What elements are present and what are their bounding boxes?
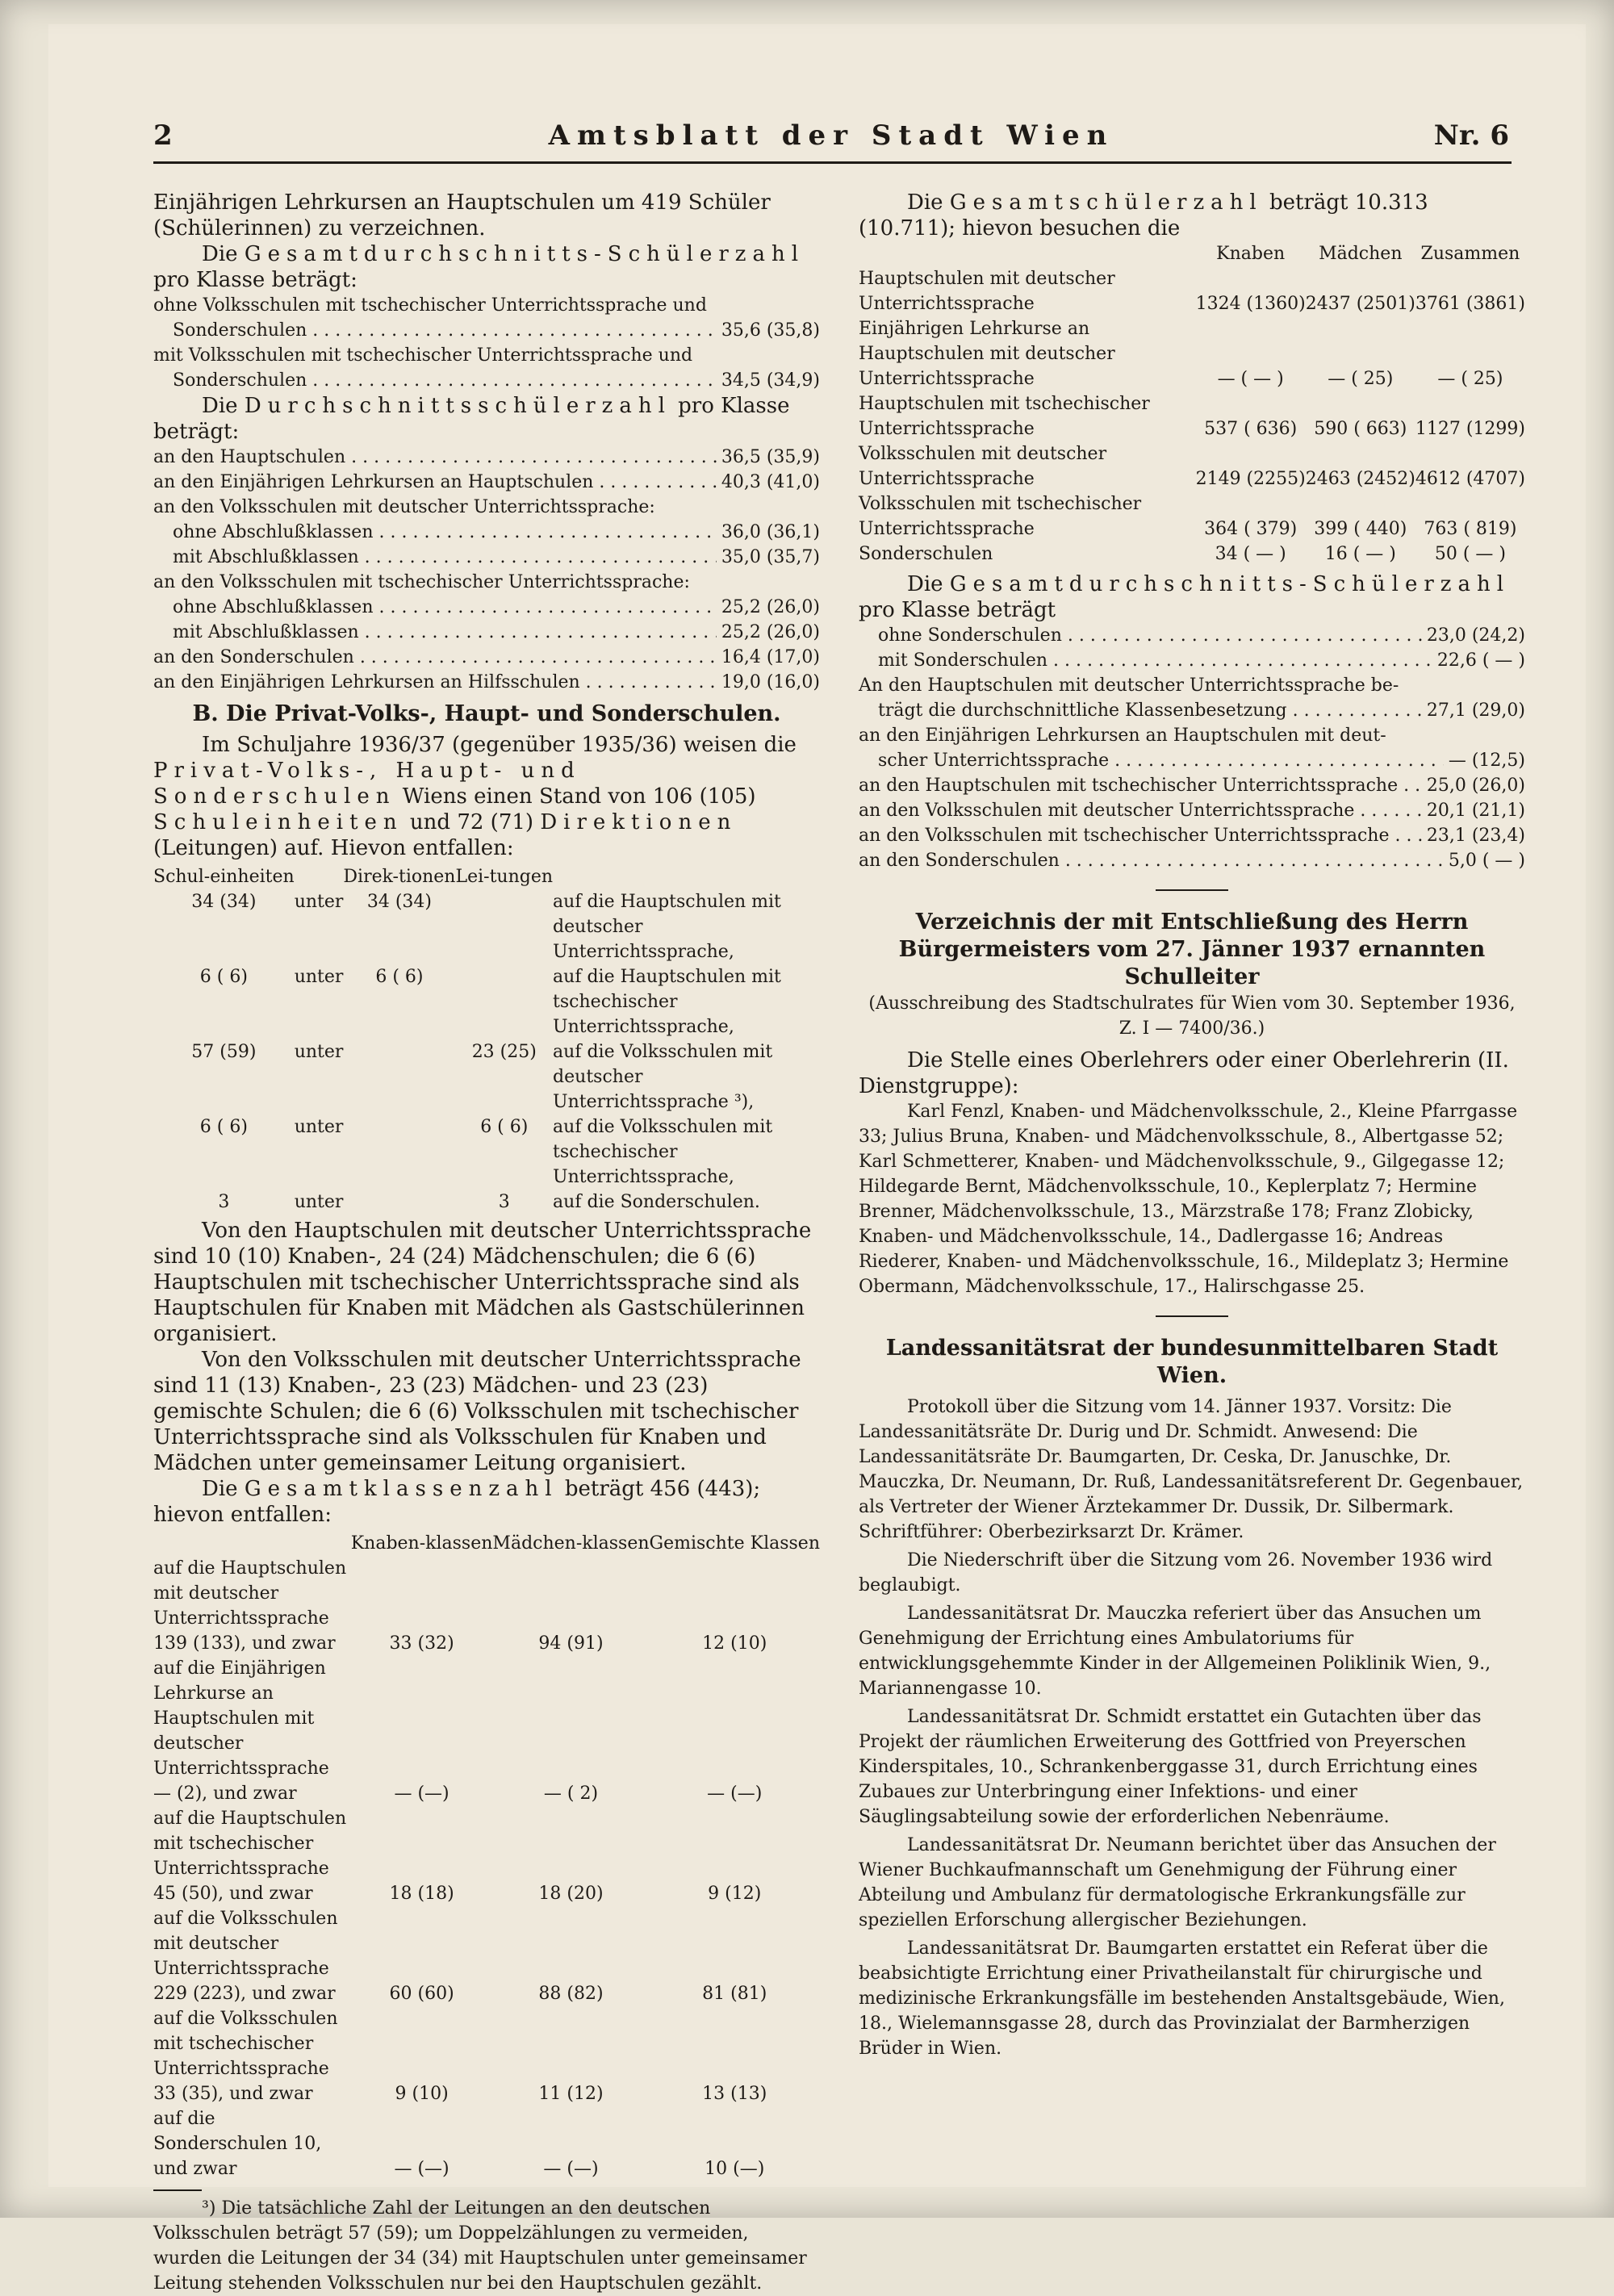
gsz-spaced: Gesamtschülerzahl <box>949 190 1263 215</box>
cls-value: 18 (20) <box>538 1884 604 1904</box>
gdz-spaced: Gesamtdurchschnitts-Schülerzahl <box>949 572 1511 596</box>
gdz-row <box>859 723 1525 748</box>
dz-row <box>153 495 820 520</box>
dir-header-spacer <box>295 864 344 889</box>
dz-heading-post: pro Klasse beträgt: <box>153 394 790 444</box>
b-paragraph-2: Von den Hauptschulen mit deutscher Unterrichtssprache sind 10 (10) Knaben-, 24 (24) Mädchenschulen; die 6 (6) Hauptschulen mit tschechischer Unterrichtssprache sind als Hauptschulen für Knaben mit Mädchen als Gastschülerinnen organisiert. <box>153 1219 812 1346</box>
avg-row-label: Sonderschulen . . . <box>153 318 717 343</box>
dz-row-value: 19,0 (16,0) <box>721 672 820 692</box>
b-intro-spaced-1: Privat-Volks-, Haupt- und Sonderschulen <box>153 759 581 809</box>
sch-header-girls: Mädchen <box>1319 244 1403 264</box>
sch-value: 364 ( 379) <box>1204 519 1298 539</box>
avg-row-value: 34,5 (34,9) <box>721 370 820 391</box>
dir-unter: unter <box>294 892 344 912</box>
dz-row-label: mit Abschlußklassen . . . <box>153 620 717 645</box>
cls-label: auf die Einjährigen Lehrkurse an Hauptschulen mit deutscher Unterrichtssprache — (2), und zwar <box>153 1658 329 1804</box>
avg-row-label: Sonderschulen . . . <box>153 368 717 393</box>
avg-row-value: 35,6 (35,8) <box>721 320 820 341</box>
sch-value: 590 ( 663) <box>1314 419 1407 439</box>
avg-row-label: mit Volksschulen mit tschechischer Unterrichtssprache und <box>153 345 693 366</box>
b-p4-spaced: Gesamtklassenzahl <box>244 1477 558 1501</box>
gdz-row-label: an den Volksschulen mit deutscher Unterrichtssprache . . . <box>859 798 1422 823</box>
gsz-post: beträgt 10.313 (10.711); hievon besuchen die <box>859 190 1428 240</box>
cls-value: — (—) <box>543 2159 599 2179</box>
sch-value: 1324 (1360) <box>1195 294 1306 314</box>
gdz-row-value: — (12,5) <box>1448 751 1525 771</box>
sch-header-label <box>859 241 1196 266</box>
sch-label: Volksschulen mit deutscher Unterrichtssprache <box>859 444 1107 489</box>
dir-leadership: 3 <box>498 1192 510 1212</box>
students-row <box>859 316 1525 391</box>
sch-value: 34 ( — ) <box>1215 544 1286 564</box>
classes-row <box>153 1806 820 1906</box>
gdz-row <box>859 648 1525 673</box>
dir-directions <box>343 1190 455 1215</box>
cls-label: auf die Hauptschulen mit tschechischer Unterrichtssprache 45 (50), und zwar <box>153 1809 347 1904</box>
sch-header-total: Zusammen <box>1420 244 1520 264</box>
page-number: 2 <box>153 119 173 152</box>
right-column <box>859 190 1525 2061</box>
sch-value: — ( — ) <box>1217 369 1284 389</box>
lsr-paragraph-4: Landessanitätsrat Dr. Schmidt erstattet ein Gutachten über das Projekt der räumlichen Erweiterung des Gottfried von Preyerschen Kinderspitales, 10., Schrankenberggasse 31, durch Errichtung eines Zubaues zur Unterbringung einer Infektions- und einer Säuglingsabteilung sowie der erforderlichen Nebenräume. <box>859 1707 1482 1827</box>
dz-row-value: 25,2 (26,0) <box>721 622 820 642</box>
avg-row <box>153 318 820 343</box>
verzeichnis-list: Karl Fenzl, Knaben- und Mädchenvolksschule, 2., Kleine Pfarrgasse 33; Julius Bruna, Knaben- und Mädchenvolksschule, 8., Albertgasse 52; Karl Schmetterer, Knaben- und Mädchenvolksschule, 9., Gilgegasse 12; Hildegarde Bernt, Mädchenvolksschule, 10., Keplerplatz 7; Hermine Brenner, Mädchenvolksschule, 13., Märzstraße 178; Franz Zlobicky, Knaben- und Mädchenvolksschule, 14., Dadlergasse 16; Andreas Riederer, Knaben- und Mädchenvolksschule, 16., Mildeplatz 3; Hermine Obermann, Mädchenvolksschule, 17., Halirschgasse 25. <box>859 1102 1518 1297</box>
dir-leadership: 6 ( 6) <box>480 1117 529 1137</box>
sch-value: 16 ( — ) <box>1324 544 1396 564</box>
dz-row <box>153 445 820 470</box>
dir-units: 57 (59) <box>191 1042 257 1062</box>
b-intro-c: und 72 (71) <box>409 810 534 834</box>
dz-row <box>153 595 820 620</box>
cls-header-girls: Mädchen-klassen <box>492 1533 650 1554</box>
cls-value: 81 (81) <box>702 1984 767 2004</box>
b-intro-spaced-3: Direktionen <box>540 810 738 834</box>
gdz-row-label: an den Hauptschulen mit tschechischer Unterrichtssprache . . . <box>859 773 1422 798</box>
sch-value: 1127 (1299) <box>1415 419 1525 439</box>
dz-row-value: 40,3 (41,0) <box>721 472 820 492</box>
dz-heading-spaced: Durchschnittsschülerzahl <box>244 394 671 418</box>
cls-label: auf die Sonderschulen 10, und zwar <box>153 2109 322 2179</box>
gdz-row <box>859 848 1525 873</box>
directions-header-row <box>153 864 820 889</box>
avg-row-label: ohne Volksschulen mit tschechischer Unterrichtssprache und <box>153 295 707 316</box>
gdz-row <box>859 823 1525 848</box>
gsz-heading <box>859 190 1525 241</box>
gdz-row-value: 22,6 ( — ) <box>1436 650 1525 671</box>
students-row <box>859 542 1525 567</box>
avg-row <box>153 368 820 393</box>
lsr-paragraph-6: Landessanitätsrat Dr. Baumgarten erstattet ein Referat über die beabsichtigte Errichtung einer Privatheilanstalt für chirurgische und medizinische Erkrankungsfälle im bestehenden Anstaltsgebäude, Wien, 18., Wielemannsgasse 28, durch das Provinzialat der Barmherzigen Brüder in Wien. <box>859 1938 1505 2059</box>
sch-header-boys: Knaben <box>1216 244 1286 264</box>
sch-value: 763 ( 819) <box>1424 519 1517 539</box>
footnote-rule <box>153 2189 202 2191</box>
avg-list <box>153 293 820 393</box>
page-header <box>153 119 1509 157</box>
students-row <box>859 491 1525 542</box>
cls-value: 18 (18) <box>389 1884 454 1904</box>
lsr-title: Landessanitätsrat der bundesunmittelbaren Stadt Wien. <box>885 1336 1499 1388</box>
dir-leadership: 23 (25) <box>471 1042 537 1062</box>
gdz-row <box>859 773 1525 798</box>
gdz-row <box>859 623 1525 648</box>
directions-row <box>153 964 820 1039</box>
avg-heading-pre: Die <box>202 242 238 266</box>
b-paragraph-4 <box>153 1476 820 1528</box>
dir-header-units: Schul-einheiten <box>153 867 295 887</box>
b-p4-a: Die <box>202 1477 238 1501</box>
students-row <box>859 441 1525 491</box>
dir-directions <box>343 1039 455 1115</box>
verzeichnis-intro: Die Stelle eines Oberlehrers oder einer Oberlehrerin (II. Dienstgruppe): <box>859 1048 1509 1098</box>
gdz-heading <box>859 571 1525 623</box>
classes-body <box>153 1556 820 2181</box>
classes-row <box>153 1906 820 2006</box>
sch-label: Einjährigen Lehrkurse an Hauptschulen mit deutscher Unterrichtssprache <box>859 319 1115 389</box>
students-header-row <box>859 241 1525 266</box>
avg-heading <box>153 241 820 293</box>
dz-row-value: 25,2 (26,0) <box>721 597 820 617</box>
students-row <box>859 266 1525 316</box>
sch-value: 2437 (2501) <box>1305 294 1415 314</box>
dir-unter: unter <box>294 1192 344 1212</box>
dir-directions: 34 (34) <box>366 892 433 912</box>
dir-units: 3 <box>218 1192 230 1212</box>
cls-value: 94 (91) <box>538 1633 604 1654</box>
dir-unter: unter <box>294 967 344 987</box>
gdz-row-label: ohne Sonderschulen . . . <box>859 623 1422 648</box>
gdz-row-label: An den Hauptschulen mit deutscher Unterrichtssprache be- <box>859 675 1399 696</box>
dir-text: auf die Sonderschulen. <box>553 1192 760 1212</box>
cls-value: — (—) <box>394 1784 449 1804</box>
students-body <box>859 266 1525 567</box>
lsr-paragraph-5: Landessanitätsrat Dr. Neumann berichtet über das Ansuchen der Wiener Buchkaufmannschaft um Genehmigung der Führung einer Abteilung und Ambulanz für dermatologische Erkrankungsfälle zur speziellen Erforschung allergischer Beziehungen. <box>859 1835 1496 1930</box>
cls-value: — ( 2) <box>543 1784 599 1804</box>
cls-value: — (—) <box>707 1784 763 1804</box>
sch-value: 50 ( — ) <box>1434 544 1506 564</box>
gdz-row-label: an den Sonderschulen . . . <box>859 848 1444 873</box>
intro-paragraph: Einjährigen Lehrkursen an Hauptschulen um 419 Schüler (Schülerinnen) zu verzeichnen. <box>153 190 771 240</box>
cls-value: — (—) <box>394 2159 449 2179</box>
dz-row-value: 35,0 (35,7) <box>721 547 820 567</box>
directions-row <box>153 1190 820 1215</box>
gdz-row-label: an den Einjährigen Lehrkursen an Hauptschulen mit deut- <box>859 726 1386 746</box>
gdz-row-label: mit Sonderschulen . . . <box>859 648 1432 673</box>
directions-row <box>153 1039 820 1115</box>
cls-label: auf die Volksschulen mit deutscher Unterrichtssprache 229 (223), und zwar <box>153 1909 338 2004</box>
dir-leadership <box>455 964 553 1039</box>
dir-units: 34 (34) <box>191 892 257 912</box>
dz-row-label: an den Einjährigen Lehrkursen an Hilfsschulen . . . <box>153 670 717 695</box>
gdz-post: pro Klasse beträgt <box>859 598 1056 622</box>
dz-row <box>153 645 820 670</box>
verzeichnis-title: Verzeichnis der mit Entschließung des Herrn Bürgermeisters vom 27. Jänner 1937 ernannten Schulleiter <box>898 910 1486 989</box>
gdz-row <box>859 698 1525 723</box>
dir-unter: unter <box>294 1042 344 1062</box>
cls-label: auf die Hauptschulen mit deutscher Unterrichtssprache 139 (133), und zwar <box>153 1558 347 1654</box>
dz-row <box>153 520 820 545</box>
dir-units: 6 ( 6) <box>199 1117 248 1137</box>
section-b-intro <box>153 732 820 861</box>
avg-row <box>153 293 820 318</box>
dz-row <box>153 570 820 595</box>
dir-text: auf die Hauptschulen mit deutscher Unterrichtssprache, <box>553 892 781 962</box>
sch-value: — ( 25) <box>1328 369 1394 389</box>
sch-label: Volksschulen mit tschechischer Unterrichtssprache <box>859 494 1142 539</box>
dz-row-value: 36,0 (36,1) <box>721 522 820 542</box>
dz-heading-pre: Die <box>202 394 238 418</box>
dir-unter: unter <box>294 1117 344 1137</box>
classes-row <box>153 2006 820 2106</box>
cls-label: auf die Volksschulen mit tschechischer Unterrichtssprache 33 (35), und zwar <box>153 2009 338 2104</box>
sch-value: 399 ( 440) <box>1314 519 1407 539</box>
dz-list <box>153 445 820 695</box>
gdz-row-value: 27,1 (29,0) <box>1426 701 1525 721</box>
b-intro-a: Im Schuljahre 1936/37 (gegenüber 1935/36) weisen die <box>202 733 797 757</box>
dir-header-text <box>553 864 820 889</box>
gdz-list <box>859 623 1525 873</box>
gdz-row-value: 23,1 (23,4) <box>1426 826 1525 846</box>
sch-value: 537 ( 636) <box>1204 419 1298 439</box>
dir-directions: 6 ( 6) <box>375 967 424 987</box>
b-intro-b: Wiens einen Stand von 106 (105) <box>402 784 756 809</box>
dz-heading <box>153 393 820 445</box>
sch-label: Hauptschulen mit tschechischer Unterrichtssprache <box>859 394 1150 439</box>
cls-header-mixed: Gemischte Klassen <box>649 1533 820 1554</box>
classes-row <box>153 1556 820 1656</box>
gdz-row-value: 25,0 (26,0) <box>1426 776 1525 796</box>
dz-row-label: an den Einjährigen Lehrkursen an Hauptschulen . . . <box>153 470 717 495</box>
students-row <box>859 391 1525 441</box>
classes-header-row <box>153 1531 820 1556</box>
gsz-pre: Die <box>907 190 943 215</box>
dz-row-label: ohne Abschlußklassen . . . <box>153 520 717 545</box>
issue-number: Nr. 6 <box>1433 119 1509 152</box>
sch-value: 4612 (4707) <box>1415 469 1525 489</box>
dir-header-leadership: Lei-tungen <box>455 867 554 887</box>
dir-leadership <box>455 889 553 964</box>
gdz-row <box>859 748 1525 773</box>
gdz-row-value: 5,0 ( — ) <box>1448 851 1525 871</box>
gdz-row <box>859 798 1525 823</box>
classes-table <box>153 1531 820 2181</box>
cls-header-label <box>153 1531 351 1556</box>
dir-units: 6 ( 6) <box>199 967 248 987</box>
cls-value: 88 (82) <box>538 1984 604 2004</box>
cls-value: 60 (60) <box>389 1984 454 2004</box>
gdz-row-label: scher Unterrichtssprache . . . <box>859 748 1444 773</box>
publication-title: Amtsblatt der Stadt Wien <box>548 119 1114 152</box>
sch-label: Hauptschulen mit deutscher Unterrichtssprache <box>859 269 1115 314</box>
sch-value: — ( 25) <box>1437 369 1503 389</box>
dir-text: auf die Hauptschulen mit tschechischer Unterrichtssprache, <box>553 967 781 1037</box>
cls-value: 10 (—) <box>705 2159 765 2179</box>
header-rule <box>153 161 1512 164</box>
directions-table <box>153 864 820 1215</box>
gdz-row-value: 20,1 (21,1) <box>1426 801 1525 821</box>
gdz-row-label: trägt die durchschnittliche Klassenbesetzung . . . <box>859 698 1422 723</box>
verzeichnis-subtitle: (Ausschreibung des Stadtschulrates für Wien vom 30. September 1936, Z. I — 7400/36.) <box>868 993 1516 1039</box>
cls-value: 12 (10) <box>702 1633 767 1654</box>
lsr-paragraph-2: Die Niederschrift über die Sitzung vom 26. November 1936 wird beglaubigt. <box>859 1550 1493 1595</box>
cls-value: 13 (13) <box>702 2084 767 2104</box>
dz-row <box>153 620 820 645</box>
dir-text: auf die Volksschulen mit deutscher Unterrichtssprache ³), <box>553 1042 773 1112</box>
classes-row <box>153 1656 820 1806</box>
dz-row-label: an den Volksschulen mit deutscher Unterrichtssprache: <box>153 497 655 517</box>
dz-row-label: an den Sonderschulen . . . <box>153 645 717 670</box>
cls-value: 11 (12) <box>538 2084 604 2104</box>
cls-value: 9 (10) <box>395 2084 449 2104</box>
dz-row-value: 36,5 (35,9) <box>721 447 820 467</box>
students-table <box>859 241 1525 567</box>
dz-row-label: an den Volksschulen mit tschechischer Unterrichtssprache: <box>153 572 690 592</box>
dz-row <box>153 670 820 695</box>
dz-row <box>153 470 820 495</box>
directions-row <box>153 889 820 964</box>
dir-header-directions: Direk-tionen <box>343 867 456 887</box>
gdz-row-label: an den Volksschulen mit tschechischer Unterrichtssprache . . . <box>859 823 1422 848</box>
b-paragraph-3: Von den Volksschulen mit deutscher Unterrichtssprache sind 11 (13) Knaben-, 23 (23) Mädchen- und 23 (23) gemischte Schulen; die 6 (6) Volksschulen mit tschechischer Unterrichtssprache sind als Volksschulen für Knaben und Mädchen unter gemeinsamer Leitung organisiert. <box>153 1348 801 1475</box>
left-column <box>153 190 820 2296</box>
classes-row <box>153 2106 820 2181</box>
gdz-row-value: 23,0 (24,2) <box>1426 625 1525 646</box>
sch-value: 2149 (2255) <box>1195 469 1306 489</box>
section-divider <box>1156 889 1228 891</box>
dz-row <box>153 545 820 570</box>
sch-label: Sonderschulen <box>859 544 993 564</box>
b-intro-d: (Leitungen) auf. Hievon entfallen: <box>153 836 514 860</box>
gdz-pre: Die <box>907 572 943 596</box>
directions-row <box>153 1115 820 1190</box>
dz-row-value: 16,4 (17,0) <box>721 647 820 667</box>
avg-heading-spaced: Gesamtdurchschnitts-Schülerzahl <box>244 242 805 266</box>
avg-row <box>153 343 820 368</box>
gdz-row <box>859 673 1525 698</box>
dz-row-label: an den Hauptschulen . . . <box>153 445 717 470</box>
dir-text: auf die Volksschulen mit tschechischer Unterrichtssprache, <box>553 1117 773 1187</box>
lsr-paragraph-1: Protokoll über die Sitzung vom 14. Jänner 1937. Vorsitz: Die Landessanitätsräte Dr. Durig und Dr. Schmidt. Anwesend: Die Landessanitätsräte Dr. Baumgarten, Dr. Ceska, Dr. Januschke, Dr. Mauczka, Dr. Neumann, Dr. Ruß, Landessanitätsreferent Dr. Gegenbauer, als Vertreter der Wiener Ärztekammer Dr. Dussik, Dr. Silbermark. Schriftführer: Oberbezirksarzt Dr. Krämer. <box>859 1397 1524 1542</box>
sch-value: 3761 (3861) <box>1415 294 1525 314</box>
cls-value: 33 (32) <box>389 1633 454 1654</box>
b-p4-b: beträgt 456 (443); hievon entfallen: <box>153 1477 761 1527</box>
dir-directions <box>343 1115 455 1190</box>
section-divider <box>1156 1315 1228 1317</box>
section-b-heading: B. Die Privat-Volks-, Haupt- und Sonderschulen. <box>192 701 781 726</box>
cls-header-boys: Knaben-klassen <box>350 1533 493 1554</box>
lsr-paragraph-3: Landessanitätsrat Dr. Mauczka referiert über das Ansuchen um Genehmigung der Errichtung eines Ambulatoriums für entwicklungsgehemmte Kinder in der Allgemeinen Poliklinik Wien, 9., Mariannengasse 10. <box>859 1604 1491 1699</box>
dz-row-label: mit Abschlußklassen . . . <box>153 545 717 570</box>
directions-body <box>153 889 820 1215</box>
avg-heading-post: pro Klasse beträgt: <box>153 268 358 292</box>
b-intro-spaced-2: Schuleinheiten <box>153 810 404 834</box>
cls-value: 9 (12) <box>708 1884 762 1904</box>
footnote: ³) Die tatsächliche Zahl der Leitungen an den deutschen Volksschulen beträgt 57 (59); um Doppelzählungen zu vermeiden, wurden die Leitungen der 34 (34) mit Hauptschulen unter gemeinsamer Leitung stehenden Volksschulen nur bei den Hauptschulen gezählt. <box>153 2198 807 2294</box>
dz-row-label: ohne Abschlußklassen . . . <box>153 595 717 620</box>
sch-value: 2463 (2452) <box>1305 469 1415 489</box>
